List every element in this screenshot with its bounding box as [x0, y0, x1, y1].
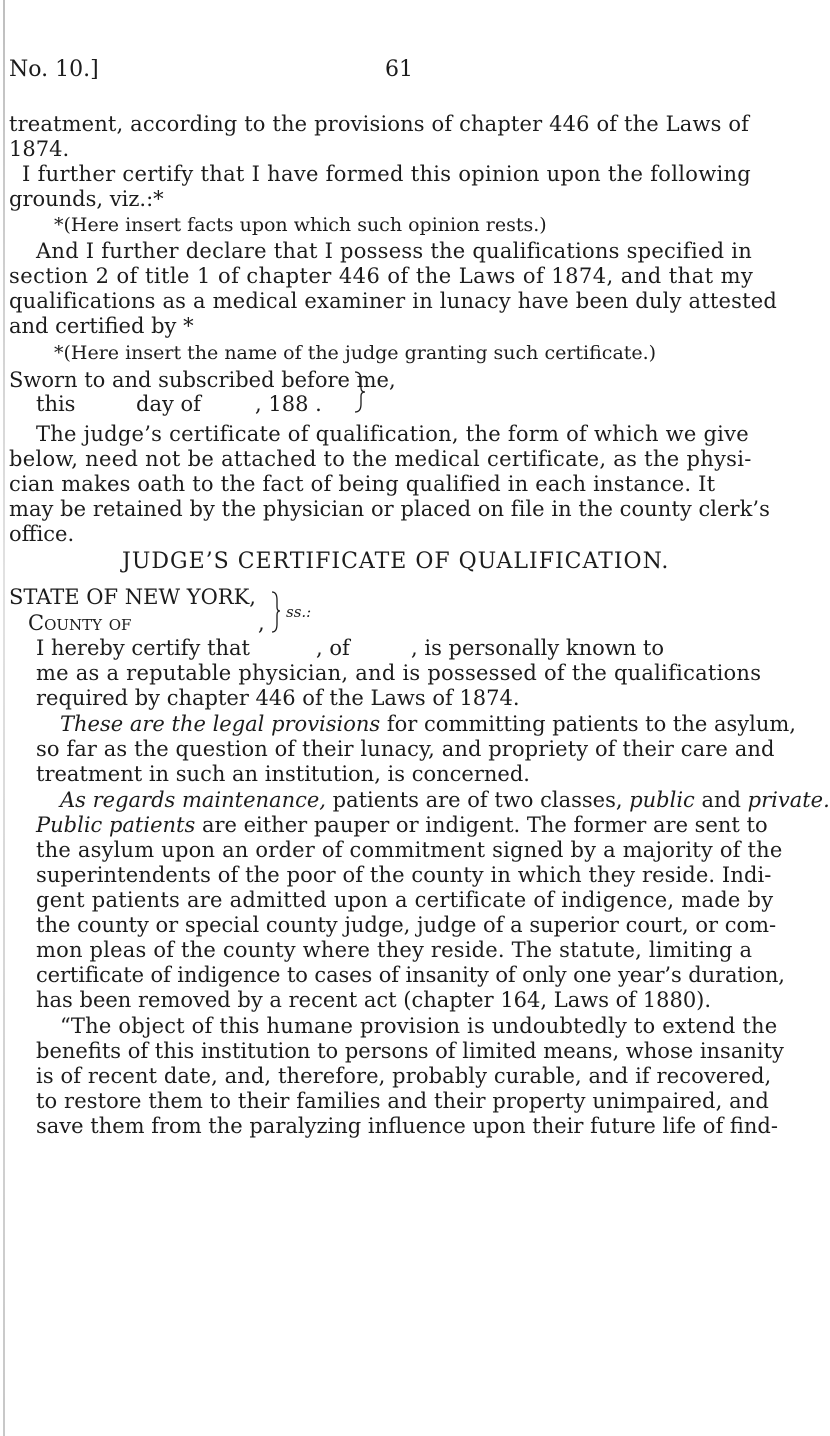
- text-line: is of recent date, and, therefore, probably curable, and if recovered,: [36, 1064, 772, 1088]
- text-line: [60, 712, 796, 736]
- text-line: required by chapter 446 of the Laws of 1874.: [36, 686, 520, 710]
- text-line: mon pleas of the county where they reside. The statute, limiting a: [36, 938, 753, 962]
- text-line: 1874.: [9, 137, 70, 161]
- chapter-number: No. 10.]: [9, 57, 99, 82]
- text-span: patients are of two classes,: [325, 788, 630, 812]
- text-line: And I further declare that I possess the qualifications specified in: [36, 239, 753, 263]
- text-line: qualifications as a medical examiner in lunacy have been duly attested: [9, 289, 778, 313]
- text-line: “The object of this humane provision is undoubtedly to extend the: [60, 1014, 778, 1038]
- text-line: certificate of indigence to cases of insanity of only one year’s duration,: [36, 963, 785, 987]
- text-line: treatment, according to the provisions of chapter 446 of the Laws of: [9, 112, 750, 136]
- text-span: are either pauper or indigent. The former are sent to: [195, 813, 768, 837]
- venue-state: STATE OF NEW YORK,: [9, 585, 256, 609]
- jurat-this: this: [36, 392, 76, 416]
- text-line: so far as the question of their lunacy, and propriety of their care and: [36, 737, 775, 761]
- text-line: I further certify that I have formed this opinion upon the following: [22, 162, 752, 186]
- text-line: office.: [9, 522, 75, 546]
- section-heading: JUDGE’S CERTIFICATE OF QUALIFICATION.: [122, 549, 670, 574]
- italic-lead: As regards maintenance,: [60, 788, 326, 812]
- italic-public: public: [629, 788, 695, 812]
- text-line: the county or special county judge, judge of a superior court, or com-: [36, 913, 777, 937]
- text-line: [60, 788, 830, 812]
- venue-ss: ss.:: [286, 603, 312, 621]
- cert-line: I hereby certify that: [36, 636, 250, 660]
- text-line: below, need not be attached to the medical certificate, as the physi-: [9, 447, 752, 471]
- cert-of: , of: [316, 636, 350, 660]
- jurat-year: , 188 .: [255, 392, 322, 416]
- text-line: benefits of this institution to persons of limited means, whose insanity: [36, 1039, 784, 1063]
- text-span: for committing patients to the asylum,: [380, 712, 796, 736]
- venue-brace: [270, 590, 282, 634]
- text-line: me as a reputable physician, and is possessed of the qualifications: [36, 661, 762, 685]
- text-line: cian makes oath to the fact of being qualified in each instance. It: [9, 472, 716, 496]
- text-line: superintendents of the poor of the county in which they reside. Indi-: [36, 863, 772, 887]
- italic-private: private.: [747, 788, 830, 812]
- text-line: and certified by *: [9, 314, 194, 338]
- venue-county: County of: [28, 611, 132, 635]
- venue-comma: ,: [258, 611, 265, 635]
- italic-lead: Public patients: [36, 813, 196, 837]
- italic-lead: These are the legal provisions: [60, 712, 381, 736]
- text-line: may be retained by the physician or placed on file in the county clerk’s: [9, 497, 770, 521]
- cert-known: , is personally known to: [411, 636, 665, 660]
- footnote-instruction: *(Here insert facts upon which such opinion rests.): [54, 214, 547, 236]
- gutter-shadow: [3, 0, 5, 1436]
- text-span: and: [694, 788, 748, 812]
- text-line: section 2 of title 1 of chapter 446 of the Laws of 1874, and that my: [9, 264, 754, 288]
- jurat-day-of: day of: [136, 392, 201, 416]
- text-line: the asylum upon an order of commitment signed by a majority of the: [36, 838, 783, 862]
- text-line: The judge’s certificate of qualification, the form of which we give: [36, 422, 749, 446]
- text-line: grounds, viz.:*: [9, 187, 164, 211]
- footnote-instruction: *(Here insert the name of the judge granting such certificate.): [54, 342, 657, 364]
- text-line: gent patients are admitted upon a certificate of indigence, made by: [36, 888, 774, 912]
- text-line: save them from the paralyzing influence upon their future life of find-: [36, 1114, 778, 1138]
- jurat-line: Sworn to and subscribed before me,: [9, 368, 396, 392]
- right-brace: [353, 370, 367, 414]
- page-number: 61: [385, 57, 413, 82]
- text-line: [36, 813, 768, 837]
- text-line: treatment in such an institution, is concerned.: [36, 762, 530, 786]
- text-line: has been removed by a recent act (chapter 164, Laws of 1880).: [36, 988, 712, 1012]
- text-line: to restore them to their families and their property unimpaired, and: [36, 1089, 769, 1113]
